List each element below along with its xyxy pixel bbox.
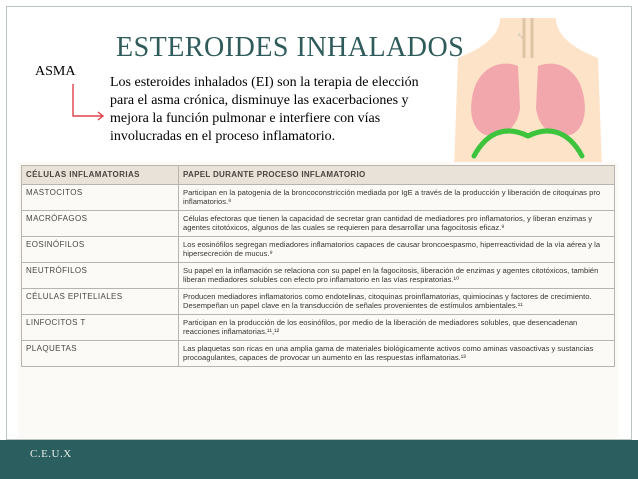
footer-bar	[0, 440, 638, 479]
table-row	[22, 314, 615, 340]
table-row	[22, 210, 615, 236]
cell-role: Las plaquetas son ricas en una amplia gama de materiales biológicamente activos como aminas vasoactivas y sustancias procoagulantes, capaces de provocar un aumento en las respuestas inflamatorias.¹³	[179, 340, 615, 366]
cell-role: Células efectoras que tienen la capacidad de secretar gran cantidad de mediadores pro inflamatorios, y liberan enzimas y agentes citotóxicos, algunos de las cuales se requieren para desarrollar una fagocitosis eficaz.⁹	[179, 210, 615, 236]
arrow-icon	[70, 82, 110, 122]
cell-role: Participan en la producción de los eosinófilos, por medio de la liberación de mediadores solubles, que desencadenan reacciones inflamatorias.¹¹,¹²	[179, 314, 615, 340]
cell-role: Su papel en la inflamación se relaciona con su papel en la fagocitosis, liberación de enzimas y agentes citotóxicos, también liberan mediadores solubles con efecto pro inflamatorio en las vías respiratorias.¹⁰	[179, 262, 615, 288]
svg-text:⁰₀: ⁰₀	[518, 34, 523, 40]
table-row	[22, 262, 615, 288]
lungs-illustration	[448, 18, 608, 173]
cell-type: NEUTRÓFILOS	[22, 262, 179, 288]
intro-paragraph: Los esteroides inhalados (EI) son la terapia de elección para el asma crónica, disminuye las exacerbaciones y mejora la función pulmonar e interfiere con vías involucradas en el proceso inflamatorio.	[110, 75, 419, 144]
inflammatory-cells-table	[18, 162, 618, 438]
cell-type: EOSINÓFILOS	[22, 236, 179, 262]
table-row	[22, 236, 615, 262]
cell-type: PLAQUETAS	[22, 340, 179, 366]
table-row	[22, 340, 615, 366]
slide-title: ESTEROIDES INHALADOS	[116, 32, 465, 63]
header-cell: PAPEL DURANTE PROCESO INFLAMATORIO	[179, 166, 615, 185]
topic-label: ASMA	[35, 64, 76, 79]
cell-role: Los eosinófilos segregan mediadores inflamatorios capaces de causar broncoespasmo, hiperreactividad de la vía aérea y la hipersecreción de mucus.⁹	[179, 236, 615, 262]
cell-type: MASTOCITOS	[22, 184, 179, 210]
footer-label: C.E.U.X	[30, 448, 72, 460]
table-row	[22, 288, 615, 314]
cell-role: Participan en la patogenia de la broncoconstricción mediada por IgE a través de la producción y liberación de citoquinas pro inflamatorios.⁸	[179, 184, 615, 210]
cell-role: Producen mediadores inflamatorios como endotelinas, citoquinas proinflamatorias, quimiocinas y factores de crecimiento. Desempeñan un papel clave en la transducción de señales provenientes de estímulos ambientales.¹¹	[179, 288, 615, 314]
table-row	[22, 184, 615, 210]
cell-type: MACRÓFAGOS	[22, 210, 179, 236]
cell-type: LINFOCITOS T	[22, 314, 179, 340]
header-cell: CÉLULAS INFLAMATORIAS	[22, 166, 179, 185]
cell-type: CÉLULAS EPITELIALES	[22, 288, 179, 314]
table-header-row	[22, 166, 615, 185]
